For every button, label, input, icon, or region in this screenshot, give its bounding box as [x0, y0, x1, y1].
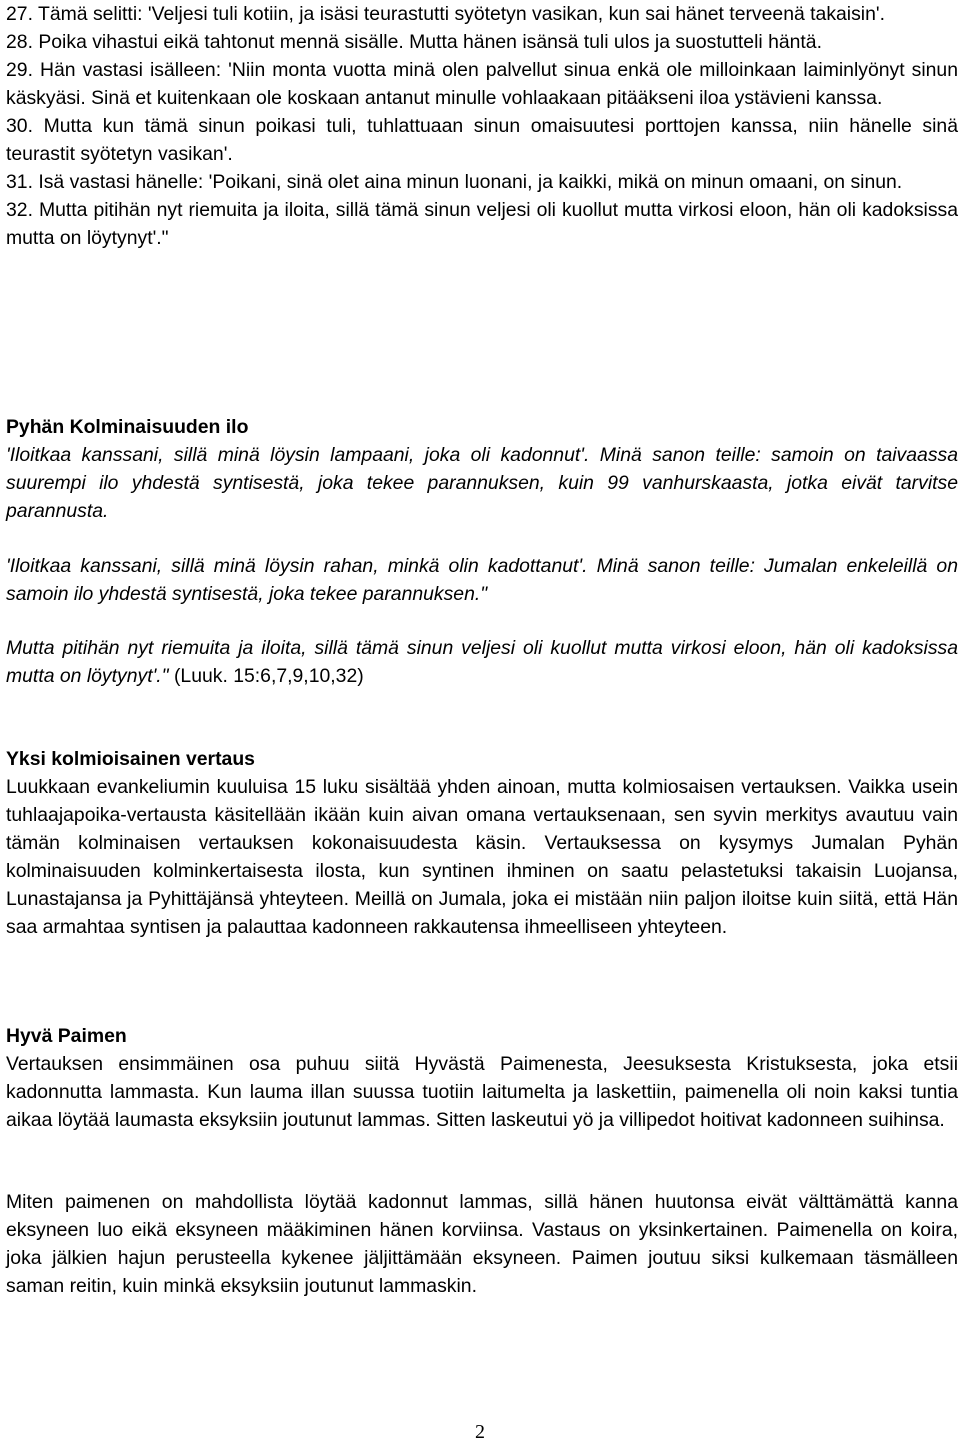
section-good-shepherd-2 [6, 1188, 958, 1300]
section-good-shepherd [6, 1022, 958, 1134]
verse-29: 29. Hän vastasi isälleen: 'Niin monta vuotta minä olen palvellut sinua enkä ole milloinkaan laiminlyönyt sinun käskyäsi. Sinä et kuitenkaan ole koskaan antanut minulle vohlaakaan pitääkseni iloa ystävieni kanssa. [6, 59, 958, 109]
page-number: 2 [475, 1421, 485, 1443]
verse-27: 27. Tämä selitti: 'Veljesi tuli kotiin, ja isäsi teurastutti syötetyn vasikan, kun sai hänet terveenä takaisin'. [6, 3, 885, 25]
verse-32: 32. Mutta pitihän nyt riemuita ja iloita, sillä tämä sinun veljesi oli kuollut mutta virkosi eloon, hän oli kadoksissa mutta on löytynyt'." [6, 199, 958, 249]
verse-30: 30. Mutta kun tämä sinun poikasi tuli, tuhlattuaan sinun omaisuutesi porttojen kanssa, niin hänelle sinä teurastit syötetyn vasikan'. [6, 115, 958, 165]
section-heading: Yksi kolmioisainen vertaus [6, 748, 255, 770]
section-heading: Pyhän Kolminaisuuden ilo [6, 416, 249, 438]
scripture-reference: (Luuk. 15:6,7,9,10,32) [168, 665, 364, 687]
section-trinity-joy [6, 413, 958, 525]
section-trinity-joy-2 [6, 552, 958, 608]
paragraph [6, 634, 958, 690]
paragraph: 'Iloitkaa kanssani, sillä minä löysin rahan, minkä olin kadottanut'. Minä sanon teille: Jumalan enkeleillä on samoin ilo yhdestä syntisestä, joka tekee parannuksen." [6, 555, 958, 605]
quote-text: Mutta pitihän nyt riemuita ja iloita, sillä tämä sinun veljesi oli kuollut mutta virkosi eloon, hän oli kadoksissa mutta on löytynyt'." [6, 637, 958, 687]
section-threefold-parable [6, 745, 958, 941]
paragraph: 'Iloitkaa kanssani, sillä minä löysin lampaani, joka oli kadonnut'. Minä sanon teille: samoin on taivaassa suurempi ilo yhdestä syntisestä, joka tekee parannuksen, kuin 99 vanhurskaasta, jotka eivät tarvitse parannusta. [6, 444, 958, 522]
paragraph: Vertauksen ensimmäinen osa puhuu siitä Hyvästä Paimenesta, Jeesuksesta Kristuksesta, joka etsii kadonnutta lammasta. Kun lauma illan suussa tuotiin laitumelta ja laskettiin, paimenella oli noin kaksi tuntia aikaa löytää laumasta eksyksiin joutunut lammas. Sitten laskeutui yö ja villipedot hoitivat kadonneen suihinsa. [6, 1053, 958, 1131]
section-heading: Hyvä Paimen [6, 1025, 127, 1047]
bible-verses [6, 0, 958, 252]
paragraph: Luukkaan evankeliumin kuuluisa 15 luku sisältää yhden ainoan, mutta kolmiosaisen vertauksen. Vaikka usein tuhlaajapoika-vertausta käsitellään ikään kuin aivan omana vertauksenaan, sen syvin merkitys avautuu vain tämän kolminaisen vertauksen kokonaisuudesta käsin. Vertauksessa on kysymys Jumalan Pyhän kolminaisuuden kolminkertaisesta ilosta, kun syntinen ihminen on saatu pelastetuksi takaisin Luojansa, Lunastajansa ja Pyhittäjänsä yhteyteen. Meillä on Jumala, joka ei mistään niin paljon iloitse kuin siitä, että Hän saa armahtaa syntisen ja palauttaa kadonneen rakkautensa ihmeelliseen yhteyteen. [6, 776, 958, 938]
section-trinity-joy-3 [6, 634, 958, 690]
verse-28: 28. Poika vihastui eikä tahtonut mennä sisälle. Mutta hänen isänsä tuli ulos ja suostutteli häntä. [6, 31, 822, 53]
verse-31: 31. Isä vastasi hänelle: 'Poikani, sinä olet aina minun luonani, ja kaikki, mikä on minun omaani, on sinun. [6, 171, 903, 193]
paragraph: Miten paimenen on mahdollista löytää kadonnut lammas, sillä hänen huutonsa eivät välttämättä kanna eksyneen luo eikä eksyneen määkiminen hänen korviinsa. Vastaus on yksinkertainen. Paimenella on koira, joka jälkien hajun perusteella kykenee jäljittämään eksyneen. Paimen joutuu siksi kulkemaan täsmälleen saman reitin, kuin minkä eksyksiin joutunut lammaskin. [6, 1191, 958, 1297]
